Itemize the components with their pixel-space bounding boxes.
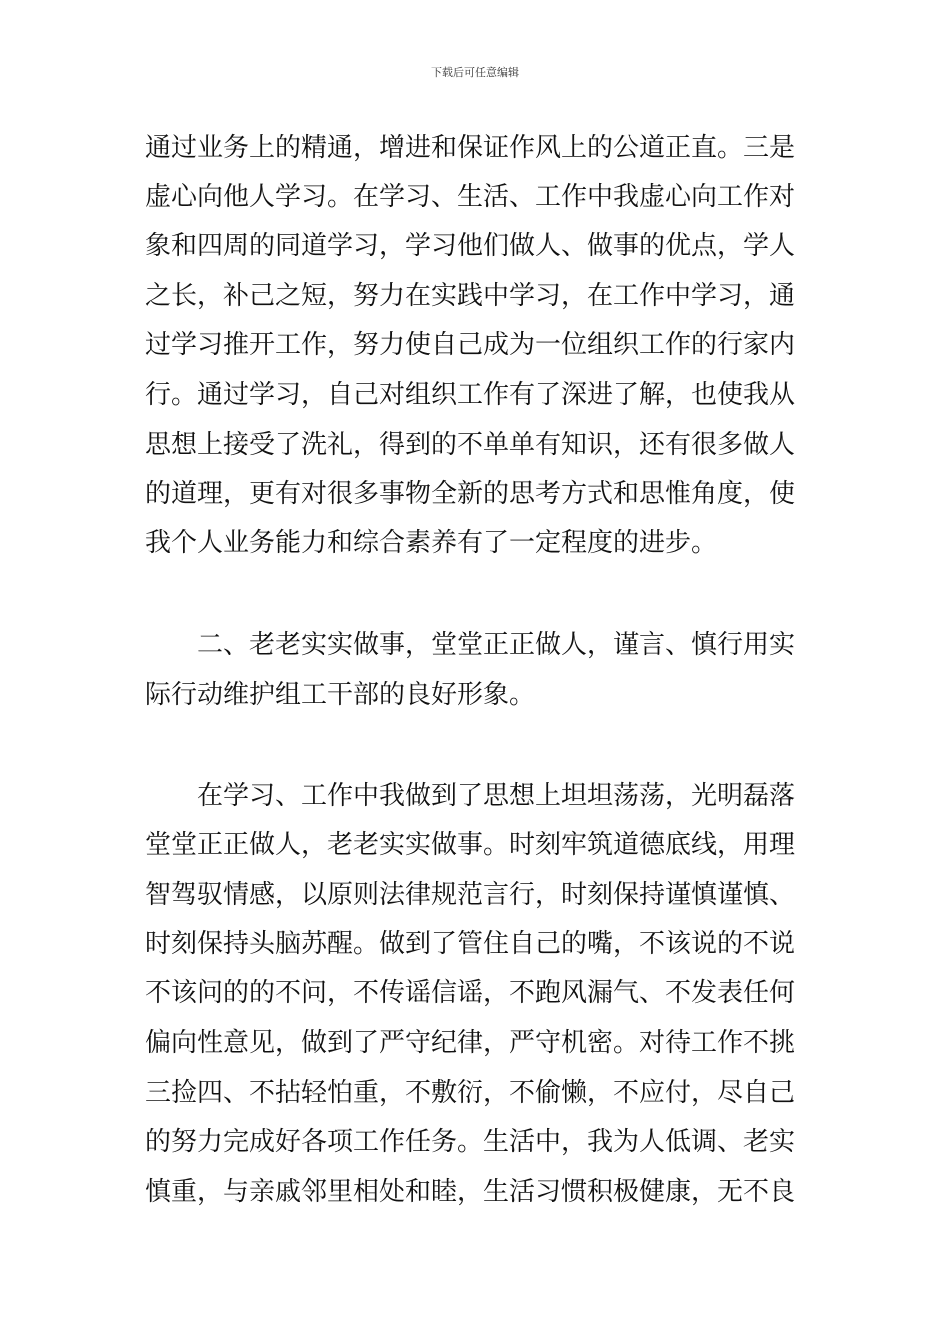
text-line: 在学习、工作中我做到了思想上坦坦荡荡，光明磊落 [197,781,796,811]
text-line: 偏向性意见，做到了严守纪律，严守机密。对待工作不挑 [145,1028,796,1058]
text-line: 虚心向他人学习。在学习、生活、工作中我虚心向工作对 [145,182,796,212]
text-line: 的努力完成好各项工作任务。生活中，我为人低调、老实 [145,1127,796,1157]
text-line: 慎重，与亲戚邻里相处和睦，生活习惯积极健康，无不良 [145,1177,796,1207]
text-line: 行。通过学习，自己对组织工作有了深进了解，也使我从 [145,380,796,410]
text-line: 象和四周的同道学习，学习他们做人、做事的优点，学人 [145,231,796,261]
text-line: 过学习推开工作，努力使自己成为一位组织工作的行家内 [145,330,796,360]
text-line: 我个人业务能力和综合素养有了一定程度的进步。 [145,528,718,558]
page-header: 下载后可任意编辑 [431,66,519,79]
text-line: 思想上接受了洗礼，得到的不单单有知识，还有很多做人 [145,430,796,460]
text-line: 际行动维护组工干部的良好形象。 [145,680,536,710]
text-line: 之长，补己之短，努力在实践中学习，在工作中学习，通 [145,281,796,311]
text-line: 二、老老实实做事，堂堂正正做人，谨言、慎行用实 [197,630,796,660]
text-line: 三捡四、不拈轻怕重，不敷衍，不偷懒，不应付，尽自己 [145,1078,796,1108]
text-line: 时刻保持头脑苏醒。做到了管住自己的嘴，不该说的不说 [145,929,796,959]
text-line: 不该问的的不问，不传谣信谣，不跑风漏气、不发表任何 [145,978,796,1008]
text-line: 智驾驭情感，以原则法律规范言行，时刻保持谨慎谨慎、 [145,880,796,910]
text-line: 堂堂正正做人，老老实实做事。时刻牢筑道德底线，用理 [145,830,796,860]
text-line: 通过业务上的精通，增进和保证作风上的公道正直。三是 [145,133,796,163]
text-line: 的道理，更有对很多事物全新的思考方式和思惟角度，使 [145,479,796,509]
